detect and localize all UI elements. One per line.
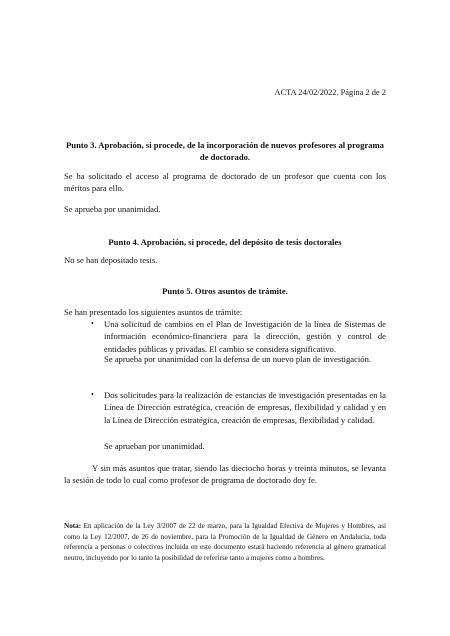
section-title-punto-5: Punto 5. Otros asuntos de trámite. (162, 286, 288, 296)
list-item-resolution: Se aprueban por unanimidad. (104, 441, 205, 451)
punto-3-paragraph-2: Se aprueba por unanimidad. (64, 204, 161, 214)
list-item-text: Dos solicitudes para la realización de estancias de investigación presentadas en la Línea de Dirección estratégica, creación de empresas, flexibilidad y calidad y en la Línea de Dirección estratégica, creación de empresas, flexibilidad y calidad. (104, 390, 386, 425)
punto-4-paragraph-1: No se han depositado tesis. (64, 255, 158, 265)
bullet-icon: • (91, 390, 94, 399)
section-title-punto-3: Punto 3. Aprobación, si procede, de la incorporación de nuevos profesores al programa de doctorado. (66, 140, 384, 162)
footnote-text: En aplicación de la Ley 3/2007 de 22 de marzo, para la Igualdad Efectiva de Mujeres y Hombres, así como la Ley 12/2007, de 26 de noviembre, para la Promoción de la Igualdad de Género en Andalucía, toda referencia a personas o colectivos incluida en este documento estará haciendo referencia al género gramatical neutro, incluyendo por lo tanto la posibilidad de referirse tanto a mujeres como a hombres. (64, 522, 387, 562)
footnote (64, 521, 386, 563)
punto-3-paragraph-1: Se ha solicitado el acceso al programa de doctorado de un profesor que cuenta con los méritos para ello. (64, 171, 386, 194)
section-title-punto-4: Punto 4. Aprobación, si procede, del depósito de tesis doctorales (108, 237, 342, 247)
list-item-resolution: Se aprueba por unanimidad con la defensa de un nuevo plan de investigación. (104, 354, 372, 364)
list-item-text: Una solicitud de cambios en el Plan de Investigación de la línea de Sistemas de información económico-financiera para la dirección, gestión y control de entidades públicas y privadas. El cambio se considera significativo. (104, 319, 386, 354)
closing-paragraph: Y sin más asuntos que tratar, siendo las dieciocho horas y treinta minutos, se levanta la sesión de todo lo cual como profesor de programa de doctorado doy fe. (64, 463, 386, 486)
page-header-reference: ACTA 24/02/2022. Página 2 de 2 (274, 88, 386, 97)
bullet-icon: • (91, 319, 94, 328)
punto-5-intro: Se han presentado los siguientes asuntos de trámite: (64, 307, 243, 317)
footnote-label: Nota: (64, 522, 82, 530)
